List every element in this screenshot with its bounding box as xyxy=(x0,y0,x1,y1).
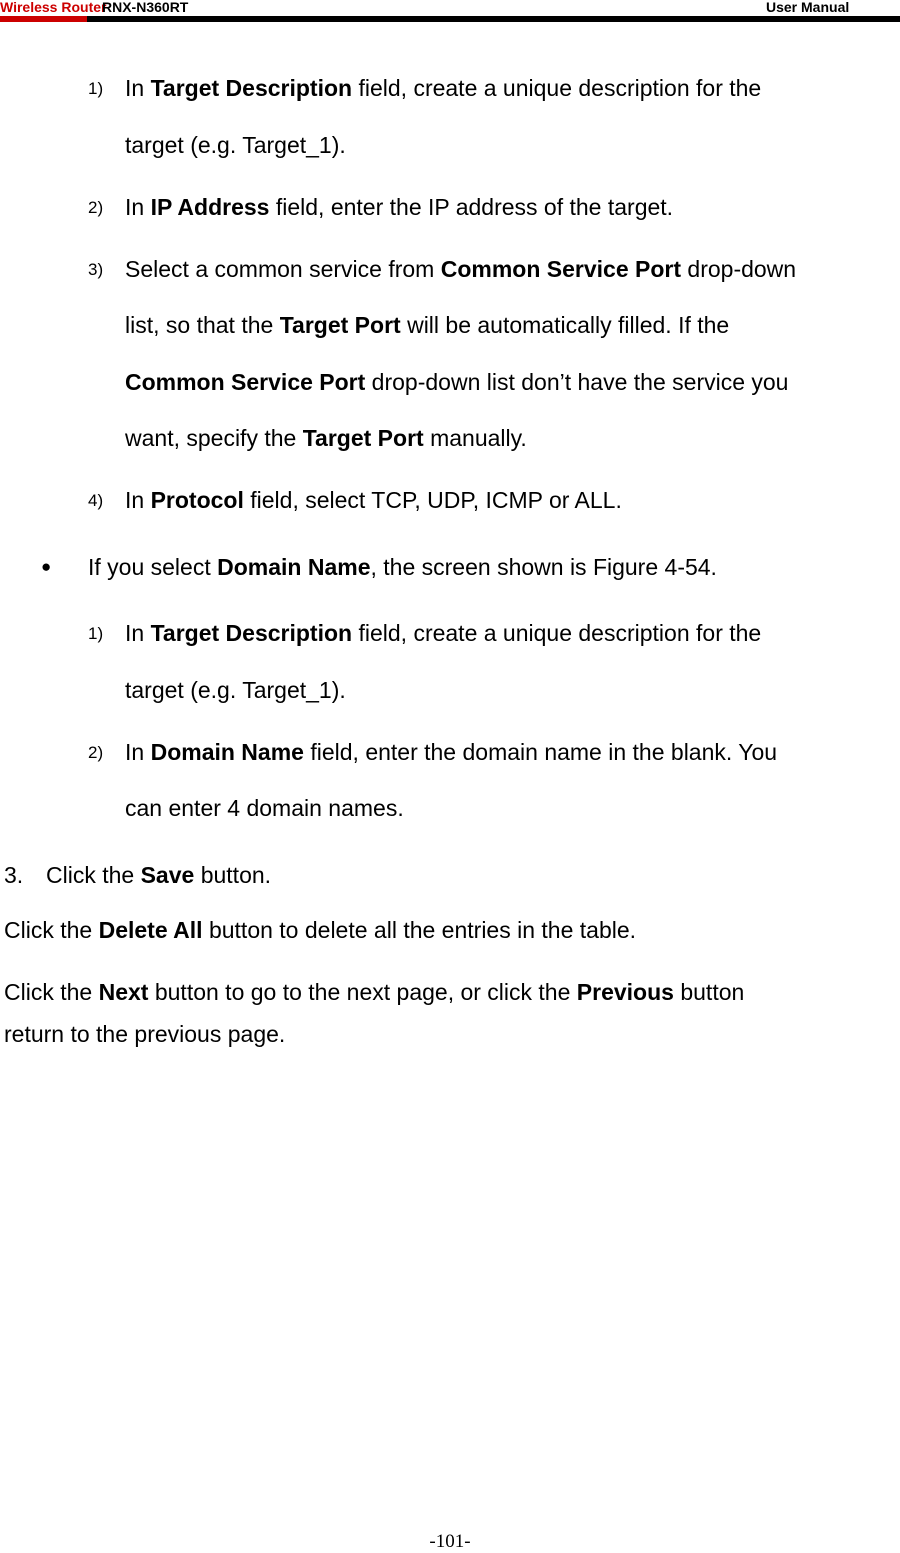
page-header xyxy=(0,0,900,24)
list-item-line: target (e.g. Target_1). xyxy=(125,677,346,703)
paragraph-line: return to the previous page. xyxy=(4,1021,286,1047)
list-item-line: In Protocol field, select TCP, UDP, ICMP or ALL. xyxy=(125,487,622,513)
page-number: -101- xyxy=(429,1531,471,1552)
paragraph-next-previous: Click the Next button to go to the next page, or click the Previous button xyxy=(4,979,745,1005)
step-number: 1) xyxy=(88,79,104,98)
header-model: RNX-N360RT xyxy=(102,0,189,15)
list-item-line: can enter 4 domain names. xyxy=(125,795,404,821)
list-item-line: Common Service Port drop-down list don’t have the service you xyxy=(125,369,789,395)
list-item-line: want, specify the Target Port manually. xyxy=(125,425,527,451)
list-item-line: In Domain Name field, enter the domain name in the blank. You xyxy=(125,739,778,765)
header-manual-title: User Manual xyxy=(766,0,850,15)
list-item-line: In Target Description field, create a unique description for the xyxy=(125,620,762,646)
list-item-line: In Target Description field, create a unique description for the xyxy=(125,75,762,101)
paragraph-delete-all: Click the Delete All button to delete all the entries in the table. xyxy=(4,917,637,943)
step-save: Click the Save button. xyxy=(46,862,272,888)
bullet-item: If you select Domain Name, the screen shown is Figure 4-54. xyxy=(88,554,717,580)
step-number: 3. xyxy=(4,862,24,888)
header-rule-accent xyxy=(0,16,87,22)
list-item-line: Select a common service from Common Service Port drop-down xyxy=(125,256,797,282)
step-number: 2) xyxy=(88,743,104,762)
list-item-line: In IP Address field, enter the IP address of the target. xyxy=(125,194,674,220)
header-rule xyxy=(87,16,900,22)
list-item-line: target (e.g. Target_1). xyxy=(125,132,346,158)
list-item-line: list, so that the Target Port will be automatically filled. If the xyxy=(125,312,730,338)
step-number: 2) xyxy=(88,198,104,217)
header-brand: Wireless Router xyxy=(0,0,107,15)
bullet-icon: ● xyxy=(41,557,52,576)
step-number: 4) xyxy=(88,491,104,510)
step-number: 3) xyxy=(88,260,104,279)
step-number: 1) xyxy=(88,624,104,643)
